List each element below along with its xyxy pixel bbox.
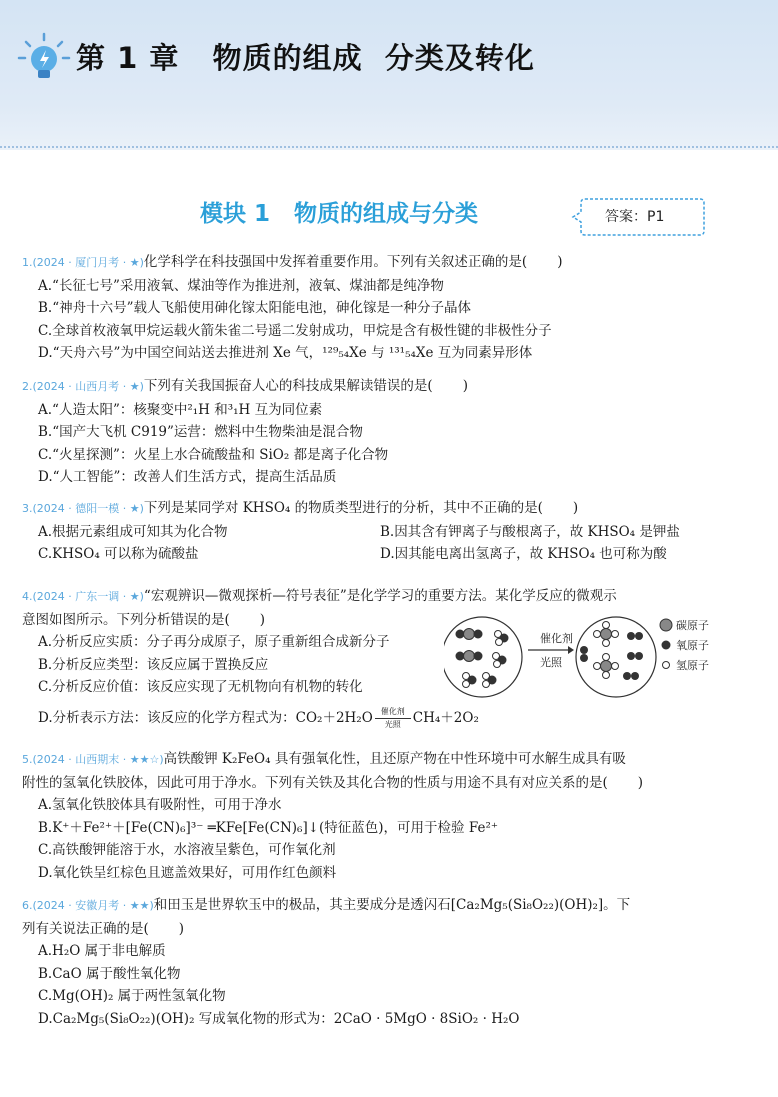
legend-oxygen: 氧原子	[676, 639, 709, 652]
option-d: D.分析表示方法：该反应的化学方程式为：$CO_2+2H_2O \frac{\text{催化剂}}{\text{光照}} CH_4+2O_2$	[38, 706, 479, 729]
question-number: 4.	[22, 590, 33, 603]
option-b: B.因其含有钾离子与酸根离子，故 KHSO₄ 是钾盐	[380, 523, 680, 540]
question-text: 下列有关我国振奋人心的科技成果解读错误的是(	[143, 378, 433, 394]
option-b: B.分析反应类型：该反应属于置换反应	[38, 656, 269, 673]
question-text: 化学科学在科技强国中发挥着重要作用。下列有关叙述正确的是(	[143, 254, 528, 270]
option-d: D.氧化铁呈红棕色且遮盖效果好，可用作红色颜料	[38, 864, 337, 881]
legend-carbon: 碳原子	[676, 619, 709, 632]
question-number: 2.	[22, 380, 33, 393]
option-c: C.KHSO₄ 可以称为硫酸盐	[38, 546, 199, 562]
question-stem	[22, 748, 722, 772]
question-5	[22, 748, 722, 884]
legend-hydrogen: 氢原子	[676, 659, 709, 672]
option-a: A.根据元素组成可知其为化合物	[38, 523, 228, 540]
question-stem	[22, 497, 722, 521]
answer-paren-close: )	[572, 500, 579, 516]
option-b: B.“神舟十六号”载人飞船使用砷化镓太阳能电池，砷化镓是一种分子晶体	[38, 300, 472, 316]
question-text: “宏观辨识—微观探析—符号表征”是化学学习的重要方法。某化学反应的微观示	[143, 588, 617, 604]
question-text: 下列是某同学对 KHSO₄ 的物质类型进行的分析，其中不正确的是(	[143, 500, 543, 516]
answer-paren-close: )	[462, 378, 468, 394]
option-d: D.“天舟六号”为中国空间站送去推进剂 Xe 气，¹²⁹₅₄Xe 与 ¹³¹₅₄Xe 互为同素异形体	[38, 345, 533, 361]
question-text: 和田玉是世界软玉中的极品，其主要成分是透闪石[Ca₂Mg₅(Si₈O₂₂)(OH)₂]。下	[153, 897, 631, 913]
option-c: C.“火星探测”：火星上水合硫酸盐和 SiO₂ 都是离子化合物	[38, 446, 389, 463]
question-source-tag: (2024 · 厦门月考 · ★)	[32, 256, 144, 269]
option-a: A.分析反应实质：分子再分成原子，原子重新组合成新分子	[38, 634, 390, 650]
question-source-tag: (2024 · 安徽月考 · ★★)	[32, 899, 154, 912]
option-d: D.因其能电离出氢离子，故 KHSO₄ 也可称为酸	[380, 546, 667, 562]
option-row	[22, 521, 722, 544]
option-c: C.全球首枚液氧甲烷运载火箭朱雀二号遥二发射成功，甲烷是含有极性键的非极性分子	[38, 322, 552, 339]
answer-paren-close: )	[637, 774, 644, 791]
question-number: 1.	[22, 256, 33, 269]
question-stem	[22, 585, 722, 609]
diagram-legend	[660, 618, 709, 672]
option-a: A.“长征七号”采用液氧、煤油等作为推进剂，液氧、煤油都是纯净物	[38, 277, 444, 294]
option-b: B.“国产大飞机 C919”运营：燃料中生物柴油是混合物	[38, 424, 363, 440]
option-c: C.Mg(OH)₂ 属于两性氢氧化物	[38, 988, 226, 1004]
question-text: 高铁酸钾 K₂FeO₄ 具有强氧化性，且还原产物在中性环境中可水解生成具有吸	[163, 751, 626, 767]
question-stem-cont: 附性的氢氧化铁胶体，因此可用于净水。下列有关铁及其化合物的性质与用途不具有对应关系的是( )	[22, 774, 644, 791]
answer-paren-close: )	[259, 611, 266, 628]
option-c: C.分析反应价值：该反应实现了无机物向有机物的转化	[38, 679, 363, 695]
option-a: A.氢氧化铁胶体具有吸附性，可用于净水	[38, 797, 282, 813]
question-1	[22, 251, 722, 365]
chapter-title: 第 1 章 物质的组成 分类及转化	[76, 41, 535, 75]
question-number: 3.	[22, 502, 33, 515]
question-number: 5.	[22, 753, 33, 766]
question-source-tag: (2024 · 广东一调 · ★)	[32, 590, 144, 603]
question-stem	[22, 251, 722, 275]
answer-paren-close: )	[178, 920, 185, 937]
option-d: D.“人工智能”：改善人们生活方式，提高生活品质	[38, 469, 337, 485]
question-stem-cont: 列有关说法正确的是( )	[22, 920, 185, 937]
question-stem	[22, 375, 722, 399]
chapter-header	[0, 0, 778, 150]
question-3	[22, 497, 722, 566]
lightbulb-icon	[16, 30, 72, 86]
question-stem-cont: 意图如图所示。下列分析错误的是( )	[22, 611, 266, 628]
answer-callout	[575, 196, 703, 236]
question-source-tag: (2024 · 山西期末 · ★★☆)	[32, 753, 164, 766]
option-a: A.H₂O 属于非电解质	[38, 943, 166, 959]
co2-molecule	[456, 651, 483, 662]
arrow-condition-top: 催化剂	[540, 632, 573, 645]
reaction-condition: $\frac{\text{催化剂}}{\text{光照}}$	[375, 707, 411, 730]
question-stem	[22, 894, 722, 918]
answer-page-label: 答案：P1	[605, 209, 665, 225]
question-2	[22, 375, 722, 489]
module-title: 模块 1 物质的组成与分类	[200, 201, 479, 227]
option-d: D.Ca₂Mg₅(Si₈O₂₂)(OH)₂ 写成氧化物的形式为：2CaO · 5MgO · 8SiO₂ · H₂O	[38, 1010, 520, 1027]
arrow-condition-bottom: 光照	[540, 656, 562, 669]
question-number: 6.	[22, 899, 33, 912]
option-row	[22, 543, 722, 566]
option-b: B.CaO 属于酸性氧化物	[38, 965, 181, 982]
header-divider	[0, 146, 778, 148]
reaction-diagram	[444, 612, 744, 702]
option-a: A.“人造太阳”：核聚变中²₁H 和³₁H 互为同位素	[38, 401, 323, 418]
co2-molecule	[456, 629, 483, 640]
option-c: C.高铁酸钾能溶于水，水溶液呈紫色，可作氧化剂	[38, 842, 336, 858]
question-source-tag: (2024 · 山西月考 · ★)	[32, 380, 144, 393]
question-6	[22, 894, 722, 1030]
question-source-tag: (2024 · 德阳一模 · ★)	[32, 502, 144, 515]
answer-paren-close: )	[557, 254, 563, 270]
option-b: B.K⁺＋Fe²⁺＋[Fe(CN)₆]³⁻ ═KFe[Fe(CN)₆]↓(特征蓝色)，可用于检验 Fe²⁺	[38, 819, 499, 836]
